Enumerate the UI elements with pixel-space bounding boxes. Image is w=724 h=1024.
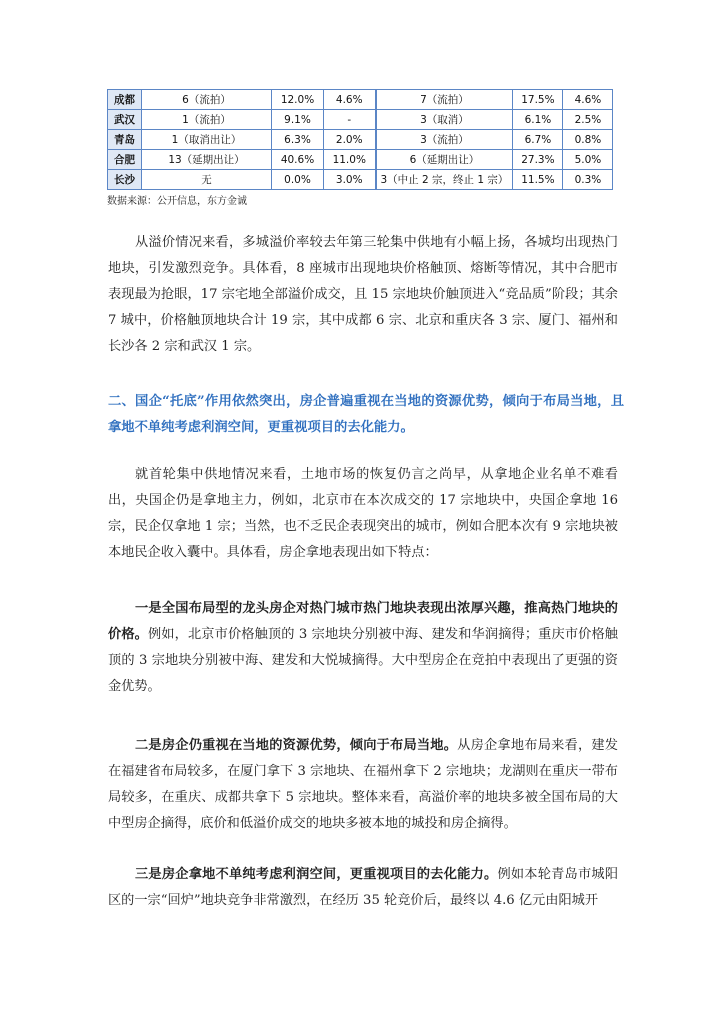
table-cell: 4.6% [324, 90, 376, 110]
table-row [108, 90, 613, 110]
paragraph-point-1 [108, 596, 618, 700]
table-cell: 2.0% [324, 130, 376, 150]
table-cell: 0.8% [563, 130, 613, 150]
city-cell: 长沙 [108, 170, 142, 190]
city-cell: 合肥 [108, 150, 142, 170]
table-cell: 6.1% [513, 110, 563, 130]
table-cell: 无 [142, 170, 272, 190]
table-cell: 2.5% [563, 110, 613, 130]
section-heading-2: 二、国企“托底”作用依然突出，房企普遍重视在当地的资源优势，倾向于布局当地，且拿地不单纯考虑利润空间，更重视项目的去化能力。 [108, 394, 624, 435]
point-3-body: 例如本轮青岛市城阳区的一宗“回炉”地块竞争非常激烈，在经历 35 轮竞价后，最终以 4.6 亿元由阳城开 [108, 867, 619, 908]
table-cell: 9.1% [272, 110, 324, 130]
table-cell: 27.3% [513, 150, 563, 170]
table-cell: 3.0% [324, 170, 376, 190]
table-cell: 11.5% [513, 170, 563, 190]
table-cell: 11.0% [324, 150, 376, 170]
table-cell: 40.6% [272, 150, 324, 170]
paragraph-point-3 [108, 862, 618, 914]
table-cell: 6（流拍） [142, 90, 272, 110]
table-cell: 3（取消） [376, 110, 513, 130]
table-cell: 4.6% [563, 90, 613, 110]
table-cell: 0.3% [563, 170, 613, 190]
table-cell: 6.7% [513, 130, 563, 150]
table-cell: 6（延期出让） [376, 150, 513, 170]
table-cell: 7（流拍） [376, 90, 513, 110]
point-2-body: 从房企拿地布局来看，建发在福建省布局较多，在厦门拿下 3 宗地块、在福州拿下 2 宗地块；龙湖则在重庆一带布局较多，在重庆、成都共拿下 5 宗地块。整体来看，高溢价率的地块多被全国布局的大中型房企摘得，底价和低溢价成交的地块多被本地的城投和房企摘得。 [108, 738, 618, 831]
city-cell: 武汉 [108, 110, 142, 130]
city-cell: 成都 [108, 90, 142, 110]
point-3-lead: 三是房企拿地不单纯考虑利润空间，更重视项目的去化能力。 [135, 867, 498, 882]
table-cell: 1（流拍） [142, 110, 272, 130]
table-cell: 3（中止 2 宗，终止 1 宗） [376, 170, 513, 190]
table-cell: 12.0% [272, 90, 324, 110]
point-1-lead: 一是全国布局型的龙头房企对热门城市热门地块表现出浓厚兴趣，推高热门地块的价格。 [108, 601, 618, 642]
paragraph-premium: 从溢价情况来看，多城溢价率较去年第三轮集中供地有小幅上扬，各城均出现热门地块，引发激烈竞争。具体看，8 座城市出现地块价格触顶、熔断等情况，其中合肥市表现最为抢眼，17 宗宅地全部溢价成交，且 15 宗地块价触顶进入“竞品质”阶段；其余 7 城中，价格触顶地块合计 19 宗，其中成都 6 宗、北京和重庆各 3 宗、厦门、福州和长沙各 2 宗和武汉 1 宗。 [108, 235, 618, 354]
point-2-lead: 二是房企仍重视在当地的资源优势，倾向于布局当地。 [135, 738, 458, 753]
table-cell: 5.0% [563, 150, 613, 170]
table-cell: 3（流拍） [376, 130, 513, 150]
data-source-note: 数据来源：公开信息，东方金诚 [107, 196, 247, 207]
table-row [108, 150, 613, 170]
paragraph-point-2 [108, 733, 618, 837]
table-row [108, 110, 613, 130]
table-row [108, 130, 613, 150]
table-cell: 6.3% [272, 130, 324, 150]
table-row [108, 170, 613, 190]
land-auction-table [107, 89, 613, 190]
city-cell: 青岛 [108, 130, 142, 150]
table-cell: 0.0% [272, 170, 324, 190]
point-1-body: 例如，北京市价格触顶的 3 宗地块分别被中海、建发和华润摘得；重庆市价格触顶的 3 宗地块分别被中海、建发和大悦城摘得。大中型房企在竞拍中表现出了更强的资金优势。 [108, 627, 618, 694]
table-cell: 1（取消出让） [142, 130, 272, 150]
paragraph-land-acquisition: 就首轮集中供地情况来看，土地市场的恢复仍言之尚早，从拿地企业名单不难看出，央国企仍是拿地主力，例如，北京市在本次成交的 17 宗地块中，央国企拿地 16 宗，民企仅拿地 1 宗；当然，也不乏民企表现突出的城市，例如合肥本次有 9 宗地块被本地民企收入囊中。具体看，房企拿地表现出如下特点： [108, 467, 618, 560]
table-cell: - [324, 110, 376, 130]
table-cell: 17.5% [513, 90, 563, 110]
table-cell: 13（延期出让） [142, 150, 272, 170]
